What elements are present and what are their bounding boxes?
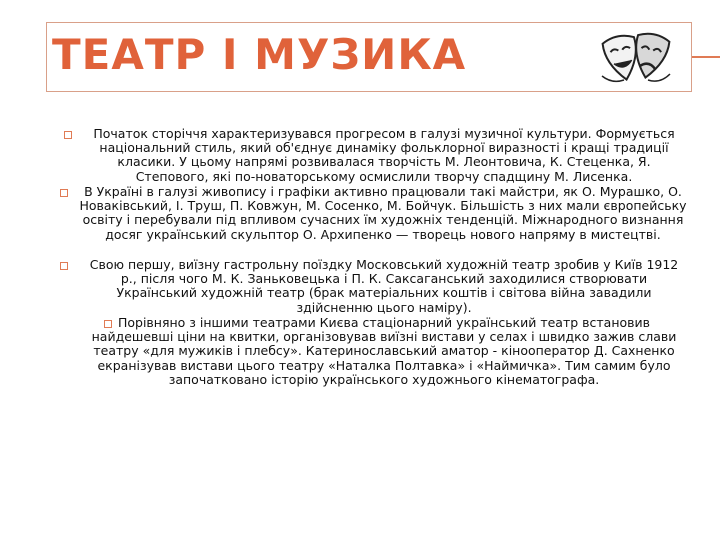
list-item-text: Порівняно з іншими театрами Києва стаціонарний український театр встановив найдешевші ціни на квитки, організовував виїзні вистави у селах і швидко зажив слави театру «для мужиків і плебсу». Катеринославський аматор - кінооператор Д. Сахненко екранізував вистави цього театру «Наталка Полтавка» і «Наймичка». Тим самим було започатковано історію українського художнього кінематографа. [91,315,677,387]
theatre-masks-icon [598,30,674,86]
list-item-text: Свою першу, виїзну гастрольну поїздку Московський художній театр зробив у Київ 1912 р., після чого М. К. Заньковецька і П. К. Саксаганський заходилися створювати Український художній театр (брак матеріальних коштів і світова війна завадили здійсненню цього наміру). [89,257,679,315]
square-bullet-icon [60,262,68,270]
square-bullet-icon [64,131,72,139]
list-item-text: В Україні в галузі живопису і графіки активно працювали такі майстри, як О. Мурашко, О. Новаківський, І. Труш, П. Ковжун, М. Сосенко, М. Бойчук. Більшість з них мали європейську освіту і перебували під впливом сучасних їм художніх тенденцій. Міжнародного визнання досяг український скульптор О. Архипенко — творець нового напряму в мистецтві. [79,184,687,242]
page-title: ТЕАТР І МУЗИКА [52,30,467,79]
list-item [76,185,690,242]
list-item-text: Початок сторіччя характеризувався прогресом в галузі музичної культури. Формується національний стиль, який об'єднує динаміку фольклорної виразності і кращі традиції класики. У цьому напрямі розвивалася творчість М. Леонтовича, К. Стеценка, Я. Степового, які по-новаторському осмислили творчу спадщину М. Лисенка. [93,126,675,184]
list-item [82,258,686,315]
list-item [84,127,684,184]
title-divider-line [692,56,720,58]
list-item [84,316,684,387]
square-bullet-icon [60,189,68,197]
